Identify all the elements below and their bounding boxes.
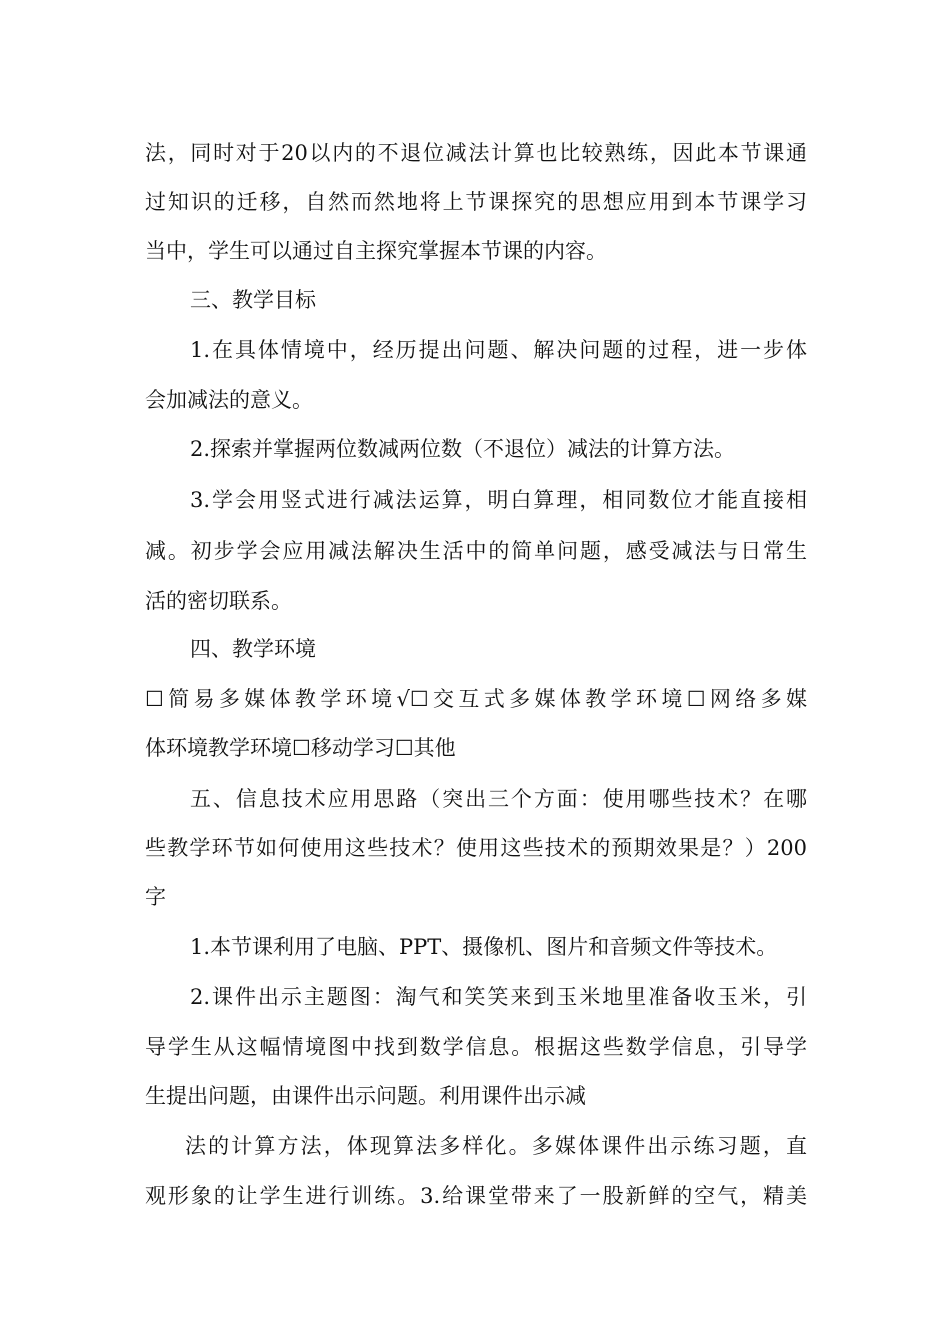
text-line: 过知识的迁移，自然而然地将上节课探究的思想应用到本节课学习 <box>145 190 807 214</box>
text-line: 生提出问题，由课件出示问题。利用课件出示减 <box>145 1084 586 1108</box>
text-line: 2.探索并掌握两位数减两位数（不退位）减法的计算方法。 <box>190 437 736 461</box>
text-line: 些教学环节如何使用这些技术？使用这些技术的预期效果是？）200 <box>145 836 807 860</box>
text-line: 2.课件出示主题图：淘气和笑笑来到玉米地里准备收玉米，引 <box>190 985 807 1009</box>
text-line: 字 <box>145 885 166 909</box>
text-line: 1.本节课利用了电脑、PPT、摄像机、图片和音频文件等技术。 <box>190 935 778 959</box>
text-line: 观形象的让学生进行训练。3.给课堂带来了一股新鲜的空气，精美 <box>145 1184 807 1208</box>
text-line: 法，同时对于20以内的不退位减法计算也比较熟练，因此本节课通 <box>145 141 807 165</box>
text-line: 1.在具体情境中，经历提出问题、解决问题的过程，进一步体 <box>190 338 807 362</box>
text-line: 当中，学生可以通过自主探究掌握本节课的内容。 <box>145 239 607 263</box>
section-heading: 四、教学环境 <box>190 637 316 661</box>
text-line: 3.学会用竖式进行减法运算，明白算理，相同数位才能直接相 <box>190 488 807 512</box>
text-line: 减。初步学会应用减法解决生活中的简单问题，感受减法与日常生 <box>145 539 807 563</box>
text-line: 法的计算方法，体现算法多样化。多媒体课件出示练习题，直 <box>185 1134 807 1158</box>
text-line: ☐简易多媒体教学环境√☐交互式多媒体教学环境☐网络多媒 <box>145 687 807 711</box>
section-heading: 三、教学目标 <box>190 288 316 312</box>
text-line: 体环境教学环境☐移动学习☐其他 <box>145 736 456 760</box>
text-line: 活的密切联系。 <box>145 589 292 613</box>
section-heading: 五、信息技术应用思路（突出三个方面：使用哪些技术？在哪 <box>190 787 807 811</box>
text-line: 会加减法的意义。 <box>145 388 313 412</box>
text-line: 导学生从这幅情境图中找到数学信息。根据这些数学信息，引导学 <box>145 1035 807 1059</box>
